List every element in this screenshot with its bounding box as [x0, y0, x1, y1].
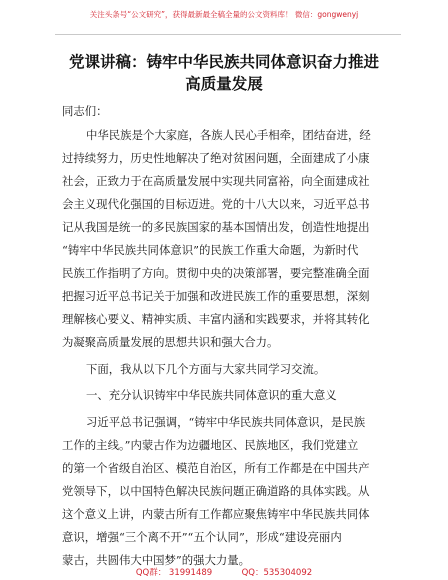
- paragraph-3-line: 蒙古，共圆伟大中国梦”的强大力量。: [62, 553, 251, 567]
- paragraph-3-line: 这个意义上讲，内蒙古所有工作都应聚焦铸牢中华民族共同体: [62, 507, 370, 521]
- section-1-heading: 一、充分认识铸牢中华民族共同体意识的重大意义: [86, 388, 337, 402]
- header-divider: [55, 34, 401, 35]
- document-title-line-2: 高质量发展: [185, 75, 263, 93]
- paragraph-1-line: 为凝聚高质量发展的思想共识和强大合力。: [62, 335, 279, 349]
- paragraph-3-line: 习近平总书记强调，“铸牢中华民族共同体意识，是民族: [86, 415, 366, 429]
- paragraph-3-line: 党领导下，以中国特色解决民族问题正确道路的具体实践。从: [62, 484, 370, 498]
- header-banner: 关注头条号“公文研究”，获得最新最全稿全量的公文资料库！ 微信：gongwenyj: [89, 10, 359, 19]
- paragraph-1-line: 把握习近平总书记关于加强和改进民族工作的重要思想，深刻: [62, 289, 370, 303]
- paragraph-1-line: 民族工作指明了方向。贯彻中央的决策部署，要完整准确全面: [62, 266, 370, 280]
- paragraph-1-line: 社会，正致力于在高质量发展中实现共同富裕，向全面建成社: [62, 174, 370, 188]
- paragraph-1-line: “铸牢中华民族共同体意识”的民族工作重大命题，为新时代: [62, 243, 359, 257]
- paragraph-1-line: 过持续努力，历史性地解决了绝对贫困问题，全面建成了小康: [62, 151, 370, 165]
- footer-qq-group: QQ群： 31991489: [135, 568, 213, 578]
- document-title-line-1: 党课讲稿：铸牢中华民族共同体意识奋力推进: [68, 53, 379, 71]
- paragraph-3-line: 工作的主线。”内蒙古作为边疆地区、民族地区，我们党建立: [62, 438, 359, 452]
- footer-qq: QQ：535304092: [241, 568, 313, 578]
- paragraph-1-line: 理解核心要义、精神实质、丰富内涵和实践要求，并将其转化: [62, 312, 370, 326]
- paragraph-3-line: 的第一个省级自治区、模范自治区，所有工作都是在中国共产: [62, 461, 370, 475]
- paragraph-1-line: 会主义现代化强国的目标迈进。党的十八大以来，习近平总书: [62, 197, 370, 211]
- paragraph-3-line: 意识，增强“三个离不开”“五个认同”，形成“建设亮丽内: [62, 530, 342, 544]
- paragraph-1-line: 记从我国是统一的多民族国家的基本国情出发，创造性地提出: [62, 220, 370, 234]
- paragraph-1-line: 中华民族是个大家庭，各族人民心手相牵，团结奋进，经: [86, 128, 371, 142]
- paragraph-2-line: 下面，我从以下几个方面与大家共同学习交流。: [86, 362, 326, 376]
- salutation: 同志们：: [62, 104, 108, 118]
- footer-contact: [0, 566, 448, 578]
